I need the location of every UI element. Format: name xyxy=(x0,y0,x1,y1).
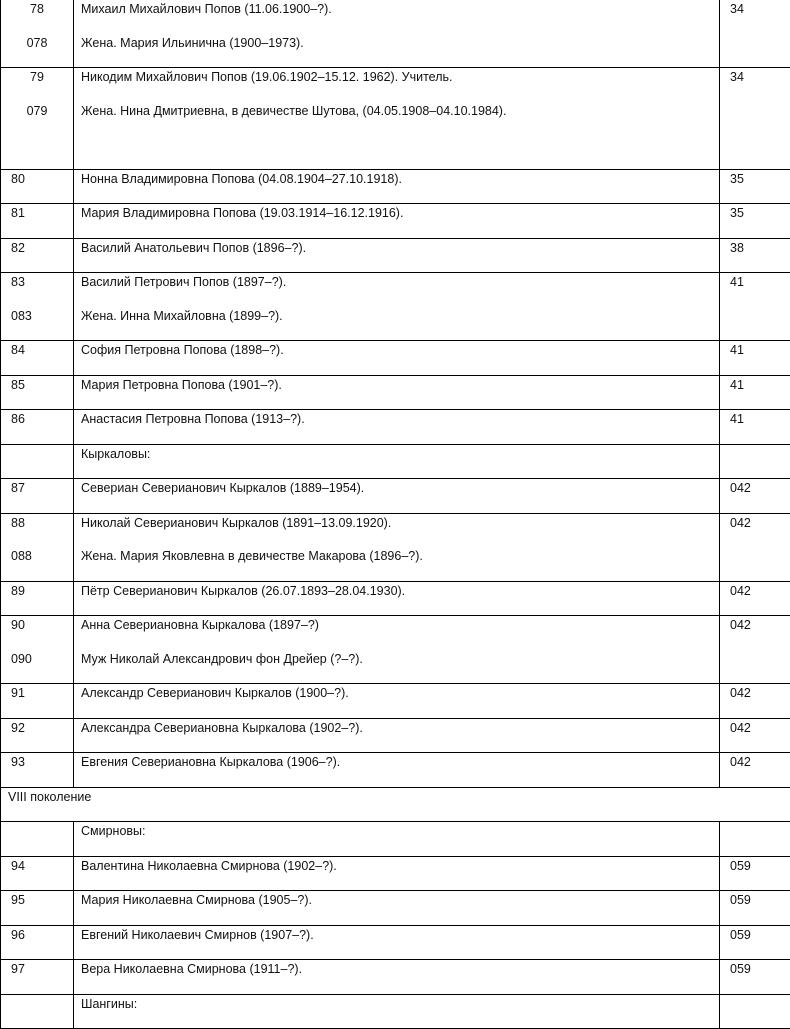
spouse-number: 083 xyxy=(1,307,73,341)
entry-text-cell xyxy=(74,718,720,753)
entry-number-cell xyxy=(1,410,74,445)
table-row xyxy=(1,444,790,479)
entry-number: 81 xyxy=(1,204,73,238)
table-row xyxy=(1,822,790,857)
parent-ref xyxy=(720,995,790,1029)
table-row xyxy=(1,718,790,753)
parent-ref-cell xyxy=(720,204,790,239)
person-name: Евгений Николаевич Смирнов (1907–?). xyxy=(74,926,719,960)
entry-number xyxy=(1,445,73,479)
parent-ref-cell xyxy=(720,753,790,788)
parent-ref-cell xyxy=(720,375,790,410)
entry-number-cell xyxy=(1,479,74,514)
entry-number: 92 xyxy=(1,719,73,753)
person-name: Никодим Михайлович Попов (19.06.1902–15.12. 1962). Учитель. xyxy=(74,68,719,102)
entry-text-cell xyxy=(74,375,720,410)
entry-number-cell xyxy=(1,444,74,479)
parent-ref-cell xyxy=(720,169,790,204)
spouse-number: 088 xyxy=(1,547,73,581)
entry-number-cell xyxy=(1,204,74,239)
spouse-name xyxy=(74,135,719,169)
entry-number: 95 xyxy=(1,891,73,925)
spouse-number: 078 xyxy=(1,34,73,68)
entry-text-cell xyxy=(74,68,720,170)
entry-text-cell xyxy=(74,856,720,891)
entry-text-cell xyxy=(74,273,720,341)
parent-ref-cell xyxy=(720,410,790,445)
parent-ref-cell xyxy=(720,581,790,616)
entry-number-cell xyxy=(1,169,74,204)
entry-text-cell xyxy=(74,960,720,995)
parent-ref: 35 xyxy=(720,204,790,238)
parent-ref: 34 xyxy=(720,0,790,34)
person-name: Михаил Михайлович Попов (11.06.1900–?). xyxy=(74,0,719,34)
person-name: Александра Севериановна Кыркалова (1902–?). xyxy=(74,719,719,753)
table-row xyxy=(1,479,790,514)
entry-number-cell xyxy=(1,994,74,1029)
entry-number-cell xyxy=(1,375,74,410)
parent-ref: 042 xyxy=(720,719,790,753)
spouse-name: Жена. Мария Яковлевна в девичестве Макарова (1896–?). xyxy=(74,547,719,581)
person-name: Анастасия Петровна Попова (1913–?). xyxy=(74,410,719,444)
spouse-name: Муж Николай Александрович фон Дрейер (?–?). xyxy=(74,650,719,684)
parent-ref: 059 xyxy=(720,960,790,994)
table-body xyxy=(1,0,790,1029)
entry-text-cell xyxy=(74,822,720,857)
parent-ref-cell xyxy=(720,684,790,719)
table-row xyxy=(1,994,790,1029)
entry-number-cell xyxy=(1,753,74,788)
section-row xyxy=(1,787,790,822)
person-name: Пётр Северианович Кыркалов (26.07.1893–28.04.1930). xyxy=(74,582,719,616)
table-row xyxy=(1,581,790,616)
parent-ref xyxy=(720,822,790,856)
table-row xyxy=(1,616,790,684)
entry-text-cell xyxy=(74,238,720,273)
parent-ref-cell xyxy=(720,68,790,170)
entry-text-cell xyxy=(74,513,720,581)
entry-text-cell xyxy=(74,616,720,684)
table-row xyxy=(1,341,790,376)
entry-text-cell xyxy=(74,925,720,960)
table-row xyxy=(1,684,790,719)
parent-ref: 042 xyxy=(720,753,790,787)
entry-text-cell xyxy=(74,891,720,926)
entry-number: 83 xyxy=(1,273,73,307)
person-name: София Петровна Попова (1898–?). xyxy=(74,341,719,375)
person-name: Анна Севериановна Кыркалова (1897–?) xyxy=(74,616,719,650)
entry-text-cell xyxy=(74,444,720,479)
spouse-name: Жена. Мария Ильинична (1900–1973). xyxy=(74,34,719,68)
entry-number: 89 xyxy=(1,582,73,616)
section-heading-text: VIII поколение xyxy=(1,788,790,822)
table-row xyxy=(1,410,790,445)
entry-text-cell xyxy=(74,581,720,616)
entry-number-cell xyxy=(1,891,74,926)
entry-number: 96 xyxy=(1,926,73,960)
person-name: Мария Петровна Попова (1901–?). xyxy=(74,376,719,410)
entry-number xyxy=(1,822,73,856)
spouse-name: Жена. Инна Михайловна (1899–?). xyxy=(74,307,719,341)
entry-number-cell xyxy=(1,822,74,857)
entry-number-cell xyxy=(1,960,74,995)
parent-ref-cell xyxy=(720,513,790,581)
person-name: Севериан Северианович Кыркалов (1889–1954). xyxy=(74,479,719,513)
entry-number-cell xyxy=(1,718,74,753)
parent-ref-cell xyxy=(720,616,790,684)
parent-ref-cell xyxy=(720,238,790,273)
table-row xyxy=(1,891,790,926)
parent-ref: 042 xyxy=(720,684,790,718)
entry-number-cell xyxy=(1,513,74,581)
person-name: Смирновы: xyxy=(74,822,719,856)
table-row xyxy=(1,375,790,410)
parent-ref-cell xyxy=(720,925,790,960)
entry-number-cell xyxy=(1,0,74,68)
spouse-number: 090 xyxy=(1,650,73,684)
entry-number: 78 xyxy=(1,0,73,34)
parent-ref: 41 xyxy=(720,376,790,410)
entry-number: 80 xyxy=(1,170,73,204)
entry-number: 82 xyxy=(1,239,73,273)
table-row xyxy=(1,753,790,788)
parent-ref: 41 xyxy=(720,410,790,444)
parent-ref-cell xyxy=(720,479,790,514)
parent-ref: 042 xyxy=(720,616,790,650)
entry-number-cell xyxy=(1,238,74,273)
entry-text-cell xyxy=(74,410,720,445)
parent-ref: 35 xyxy=(720,170,790,204)
parent-ref-cell xyxy=(720,960,790,995)
person-name: Александр Северианович Кыркалов (1900–?). xyxy=(74,684,719,718)
parent-ref xyxy=(720,445,790,479)
person-name: Мария Владимировна Попова (19.03.1914–16.12.1916). xyxy=(74,204,719,238)
entry-number: 86 xyxy=(1,410,73,444)
table-row xyxy=(1,856,790,891)
person-name: Василий Анатольевич Попов (1896–?). xyxy=(74,239,719,273)
entry-number-cell xyxy=(1,68,74,170)
entry-text-cell xyxy=(74,0,720,68)
entry-number-cell xyxy=(1,856,74,891)
parent-ref: 042 xyxy=(720,514,790,548)
parent-ref: 059 xyxy=(720,926,790,960)
parent-ref-cell xyxy=(720,718,790,753)
entry-number-cell xyxy=(1,925,74,960)
entry-text-cell xyxy=(74,341,720,376)
entry-number: 85 xyxy=(1,376,73,410)
entry-number-cell xyxy=(1,341,74,376)
entry-number xyxy=(1,995,73,1029)
spouse-number: 079 xyxy=(1,102,73,136)
parent-ref: 059 xyxy=(720,857,790,891)
parent-ref: 042 xyxy=(720,479,790,513)
parent-ref: 34 xyxy=(720,68,790,102)
entry-number: 94 xyxy=(1,857,73,891)
person-name: Вера Николаевна Смирнова (1911–?). xyxy=(74,960,719,994)
table-row xyxy=(1,169,790,204)
table-row xyxy=(1,513,790,581)
parent-ref-cell xyxy=(720,273,790,341)
person-name: Кыркаловы: xyxy=(74,445,719,479)
parent-ref-cell xyxy=(720,0,790,68)
table-row xyxy=(1,238,790,273)
table-row xyxy=(1,68,790,170)
entry-text-cell xyxy=(74,169,720,204)
entry-number-cell xyxy=(1,616,74,684)
entry-text-cell xyxy=(74,204,720,239)
entry-number: 87 xyxy=(1,479,73,513)
parent-ref: 38 xyxy=(720,239,790,273)
person-name: Валентина Николаевна Смирнова (1902–?). xyxy=(74,857,719,891)
table-row xyxy=(1,273,790,341)
person-name: Шангины: xyxy=(74,995,719,1029)
parent-ref: 41 xyxy=(720,341,790,375)
table-row xyxy=(1,960,790,995)
entry-number: 91 xyxy=(1,684,73,718)
parent-ref: 059 xyxy=(720,891,790,925)
entry-number: 84 xyxy=(1,341,73,375)
entry-number: 90 xyxy=(1,616,73,650)
entry-text-cell xyxy=(74,479,720,514)
entry-number: 88 xyxy=(1,514,73,548)
parent-ref-cell xyxy=(720,341,790,376)
entry-number-cell xyxy=(1,273,74,341)
entry-number-cell xyxy=(1,581,74,616)
entry-number: 79 xyxy=(1,68,73,102)
parent-ref: 042 xyxy=(720,582,790,616)
person-name: Евгения Севериановна Кыркалова (1906–?). xyxy=(74,753,719,787)
spouse-name: Жена. Нина Дмитриевна, в девичестве Шутова, (04.05.1908–04.10.1984). xyxy=(74,102,719,136)
parent-ref-cell xyxy=(720,994,790,1029)
parent-ref-cell xyxy=(720,822,790,857)
entry-text-cell xyxy=(74,684,720,719)
entry-number: 93 xyxy=(1,753,73,787)
person-name: Николай Северианович Кыркалов (1891–13.09.1920). xyxy=(74,514,719,548)
table-row xyxy=(1,204,790,239)
table-row xyxy=(1,925,790,960)
entry-text-cell xyxy=(74,994,720,1029)
entry-number-cell xyxy=(1,684,74,719)
person-name: Мария Николаевна Смирнова (1905–?). xyxy=(74,891,719,925)
parent-ref: 41 xyxy=(720,273,790,307)
parent-ref-cell xyxy=(720,891,790,926)
section-heading xyxy=(1,787,790,822)
parent-ref-cell xyxy=(720,444,790,479)
person-name: Василий Петрович Попов (1897–?). xyxy=(74,273,719,307)
parent-ref-cell xyxy=(720,856,790,891)
entry-text-cell xyxy=(74,753,720,788)
entry-number: 97 xyxy=(1,960,73,994)
table-row xyxy=(1,0,790,68)
person-name: Нонна Владимировна Попова (04.08.1904–27.10.1918). xyxy=(74,170,719,204)
